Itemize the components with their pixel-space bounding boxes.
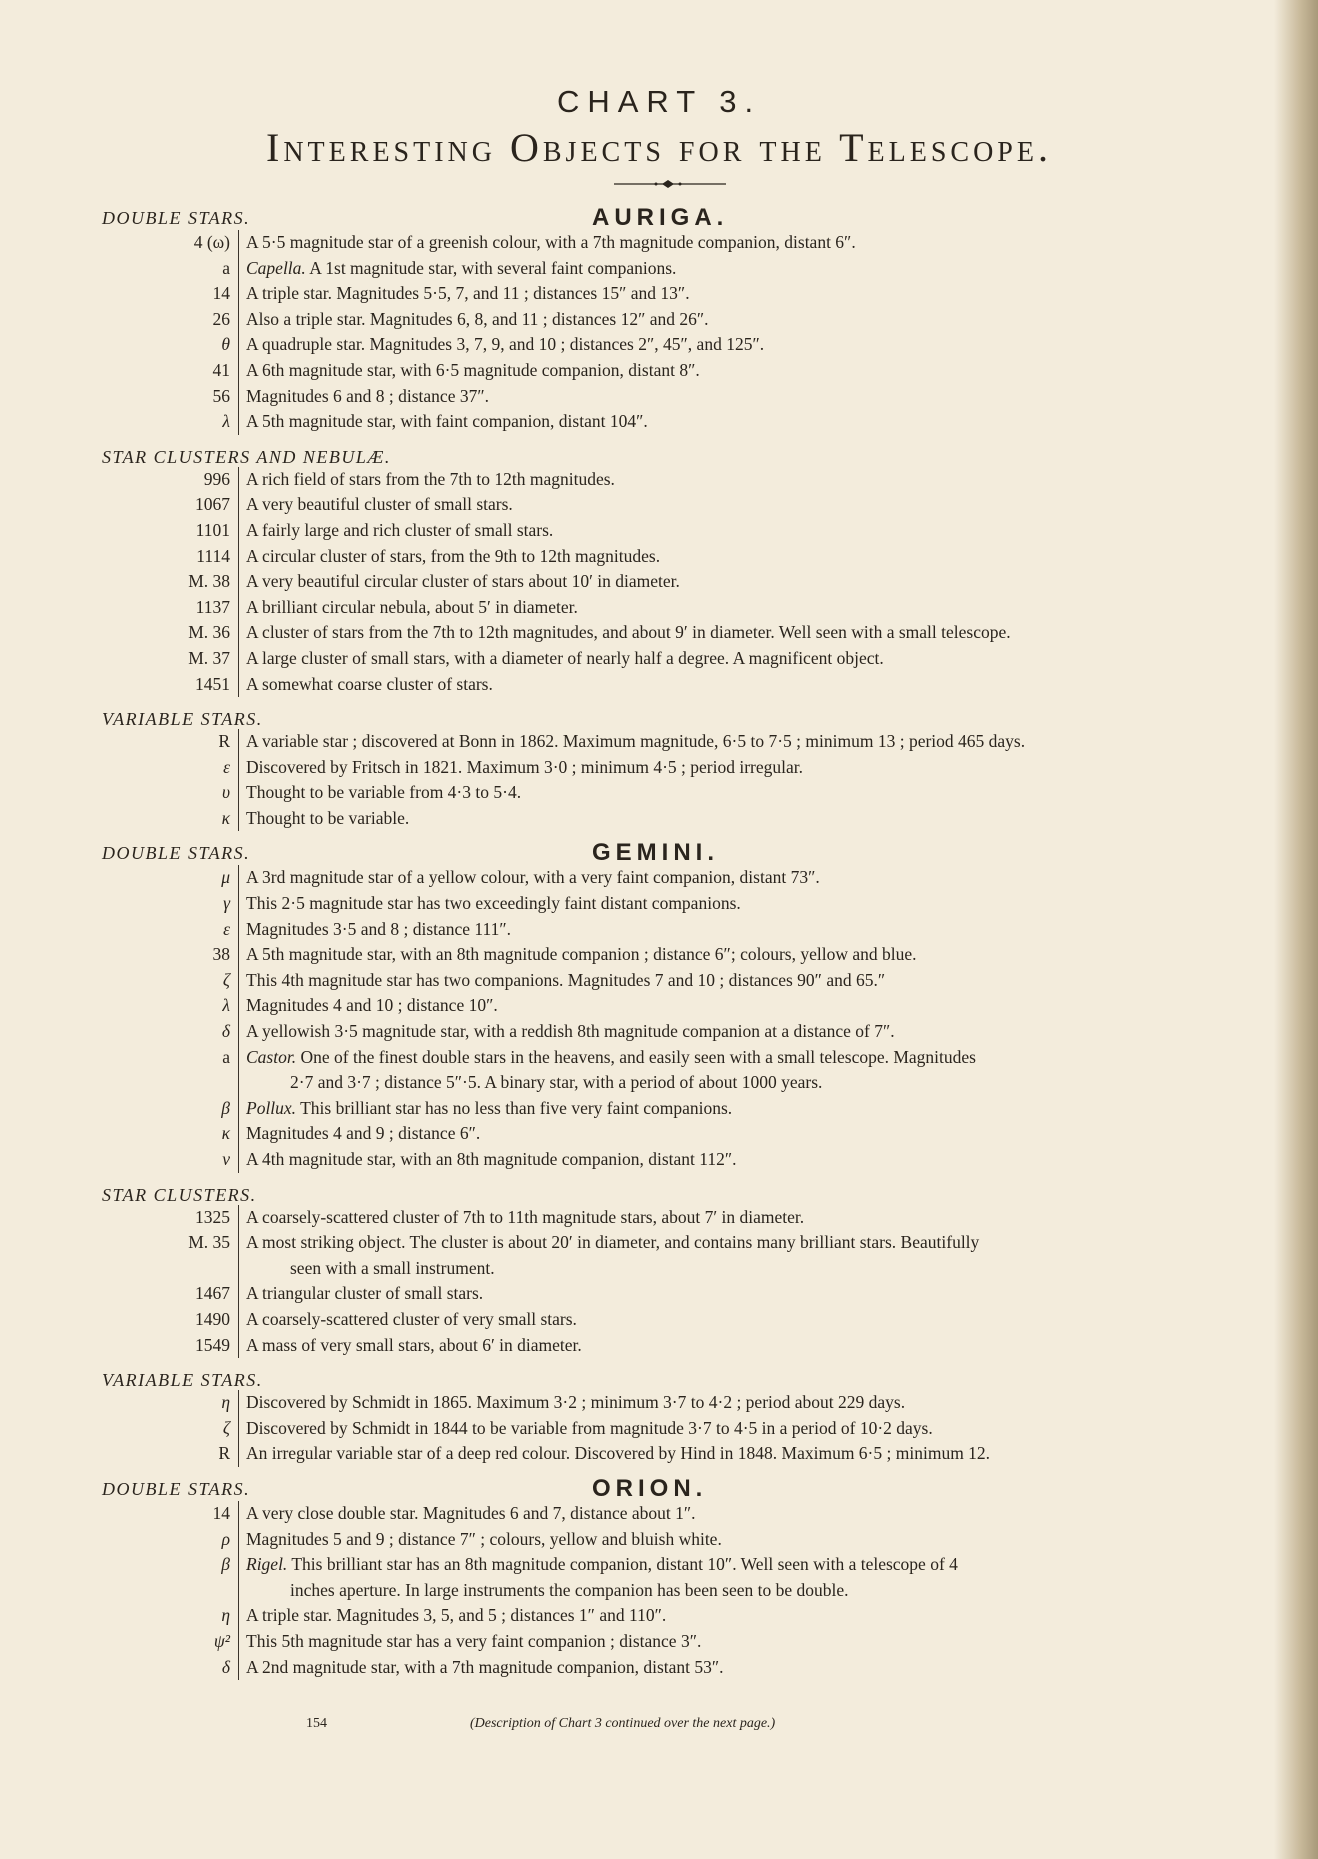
object-designation: η: [100, 1390, 239, 1416]
list-item: [100, 1629, 1250, 1655]
description-text: A circular cluster of stars, from the 9th to 12th magnitudes.: [246, 545, 661, 566]
object-designation: δ: [100, 1019, 239, 1045]
list-item: [100, 307, 1250, 333]
object-designation: γ: [100, 891, 239, 917]
object-description: [239, 230, 1246, 256]
object-description: [239, 1230, 1246, 1281]
star-name: Rigel.: [246, 1554, 288, 1575]
description-text: A fairly large and rich cluster of small stars.: [246, 519, 554, 540]
object-designation: 1114: [100, 544, 239, 570]
list-item: [100, 672, 1250, 698]
list-item: [100, 1390, 1250, 1416]
list-item: [100, 409, 1250, 435]
object-designation: 38: [100, 942, 239, 968]
category-heading: STAR CLUSTERS AND NEBULÆ.: [102, 446, 391, 467]
description-text: This brilliant star has no less than five very faint companions.: [296, 1097, 733, 1118]
entry-list: [100, 467, 1250, 697]
object-designation: θ: [100, 332, 239, 358]
list-item: [100, 1147, 1250, 1173]
object-designation: β: [100, 1096, 239, 1122]
constellation-name: ORION.: [592, 1474, 708, 1502]
section-head: [100, 1475, 1250, 1501]
object-description: [239, 968, 1246, 994]
object-description: [239, 1501, 1246, 1527]
category-heading: VARIABLE STARS.: [102, 709, 263, 730]
section-auriga-double: [100, 204, 1250, 435]
list-item: [100, 467, 1250, 493]
star-name: Castor.: [246, 1046, 297, 1067]
object-designation: ν: [100, 1147, 239, 1173]
object-description: [239, 1552, 1246, 1603]
object-designation: β: [100, 1552, 239, 1603]
list-item: [100, 1307, 1250, 1333]
description-text: Also a triple star. Magnitudes 6, 8, and 11 ; distances 12″ and 26″.: [246, 308, 709, 329]
entry-list: [100, 1390, 1250, 1467]
description-text: A coarsely-scattered cluster of 7th to 11th magnitude stars, about 7′ in diameter.: [246, 1206, 805, 1227]
section-head: [100, 705, 1250, 729]
description-continuation: inches aperture. In large instruments the companion has been seen to be double.: [290, 1579, 849, 1600]
object-designation: M. 37: [100, 646, 239, 672]
page-footer: [0, 1716, 1318, 1740]
object-description: [239, 1527, 1246, 1553]
description-text: A coarsely-scattered cluster of very small stars.: [246, 1308, 577, 1329]
list-item: [100, 384, 1250, 410]
list-item: [100, 1230, 1250, 1281]
list-item: [100, 1281, 1250, 1307]
description-text: One of the finest double stars in the heavens, and easily seen with a small telescope. Magnitudes: [296, 1046, 976, 1067]
entry-list: [100, 729, 1250, 831]
section-head: [100, 1181, 1250, 1205]
object-description: [239, 917, 1246, 943]
object-description: [239, 1441, 1246, 1467]
object-designation: ε: [100, 755, 239, 781]
object-description: [239, 646, 1246, 672]
description-text: Thought to be variable from 4·3 to 5·4.: [246, 782, 522, 803]
list-item: [100, 891, 1250, 917]
section-auriga-variable: [100, 705, 1250, 831]
content: [100, 204, 1250, 1680]
list-item: [100, 1552, 1250, 1603]
section-gemini-double: [100, 839, 1250, 1172]
list-item: [100, 332, 1250, 358]
description-text: A 2nd magnitude star, with a 7th magnitude companion, distant 53″.: [246, 1656, 724, 1677]
object-designation: 14: [100, 281, 239, 307]
list-item: [100, 917, 1250, 943]
object-description: [239, 891, 1246, 917]
object-designation: 56: [100, 384, 239, 410]
list-item: [100, 256, 1250, 282]
section-head: [100, 443, 1250, 467]
object-description: [239, 780, 1246, 806]
object-description: [239, 256, 1246, 282]
object-designation: M. 35: [100, 1230, 239, 1281]
list-item: [100, 780, 1250, 806]
category-heading: DOUBLE STARS.: [102, 1478, 251, 1499]
object-description: [239, 1603, 1246, 1629]
description-text: A 1st magnitude star, with several faint companions.: [305, 257, 677, 278]
list-item: [100, 569, 1250, 595]
entry-list: [100, 230, 1250, 435]
description-text: Discovered by Schmidt in 1844 to be variable from magnitude 3·7 to 4·5 in a period of 10·2 days.: [246, 1417, 933, 1438]
object-description: [239, 729, 1246, 755]
object-designation: λ: [100, 993, 239, 1019]
description-text: A most striking object. The cluster is about 20′ in diameter, and contains many brilliant stars. Beautifully: [246, 1232, 980, 1253]
list-item: [100, 1603, 1250, 1629]
list-item: [100, 230, 1250, 256]
description-text: A 3rd magnitude star of a yellow colour, with a very faint companion, distant 73″.: [246, 867, 820, 888]
object-description: [239, 1019, 1246, 1045]
object-designation: ψ²: [100, 1629, 239, 1655]
description-text: This 4th magnitude star has two companions. Magnitudes 7 and 10 ; distances 90″ and 65.″: [246, 969, 886, 990]
entry-list: [100, 1501, 1250, 1680]
object-designation: κ: [100, 1121, 239, 1147]
description-text: This 5th magnitude star has a very faint companion ; distance 3″.: [246, 1630, 702, 1651]
object-description: [239, 281, 1246, 307]
list-item: [100, 865, 1250, 891]
object-designation: ρ: [100, 1527, 239, 1553]
page-number: 154: [306, 1716, 327, 1731]
description-text: Magnitudes 5 and 9 ; distance 7″ ; colours, yellow and bluish white.: [246, 1528, 722, 1549]
list-item: [100, 518, 1250, 544]
list-item: [100, 544, 1250, 570]
object-description: [239, 1096, 1246, 1122]
description-text: Magnitudes 6 and 8 ; distance 37″.: [246, 385, 490, 406]
object-description: [239, 1307, 1246, 1333]
object-description: [239, 518, 1246, 544]
object-designation: 1549: [100, 1333, 239, 1359]
object-description: [239, 1281, 1246, 1307]
list-item: [100, 993, 1250, 1019]
object-description: [239, 1205, 1246, 1231]
object-description: [239, 1045, 1246, 1096]
description-text: A quadruple star. Magnitudes 3, 7, 9, and 10 ; distances 2″, 45″, and 125″.: [246, 334, 765, 355]
list-item: [100, 1527, 1250, 1553]
object-description: [239, 1121, 1246, 1147]
chart-number: CHART 3.: [556, 84, 762, 119]
object-description: [239, 409, 1246, 435]
description-text: An irregular variable star of a deep red colour. Discovered by Hind in 1848. Maximum 6·5 ; minimum 12.: [246, 1443, 991, 1464]
object-designation: κ: [100, 806, 239, 832]
list-item: [100, 1501, 1250, 1527]
object-description: [239, 1629, 1246, 1655]
description-text: A somewhat coarse cluster of stars.: [246, 673, 493, 694]
section-head: [100, 204, 1250, 230]
description-text: A brilliant circular nebula, about 5′ in diameter.: [246, 596, 578, 617]
list-item: [100, 942, 1250, 968]
page-title: Interesting Objects for the Telescope.: [266, 125, 1052, 170]
list-item: [100, 1205, 1250, 1231]
list-item: [100, 1655, 1250, 1681]
list-item: [100, 1416, 1250, 1442]
object-designation: 1451: [100, 672, 239, 698]
section-auriga-clusters: [100, 443, 1250, 697]
description-text: A very beautiful cluster of small stars.: [246, 494, 513, 515]
description-text: A 5th magnitude star, with an 8th magnitude companion ; distance 6″; colours, yellow and blue.: [246, 944, 917, 965]
list-item: [100, 1441, 1250, 1467]
object-description: [239, 358, 1246, 384]
object-description: [239, 806, 1246, 832]
description-text: Magnitudes 4 and 10 ; distance 10″.: [246, 995, 498, 1016]
object-designation: 1490: [100, 1307, 239, 1333]
object-description: [239, 620, 1246, 646]
description-text: This brilliant star has an 8th magnitude companion, distant 10″. Well seen with a telescope of 4: [287, 1554, 958, 1575]
list-item: [100, 1019, 1250, 1045]
object-description: [239, 544, 1246, 570]
description-text: Discovered by Fritsch in 1821. Maximum 3·0 ; minimum 4·5 ; period irregular.: [246, 756, 804, 777]
constellation-name: GEMINI.: [592, 839, 720, 867]
description-text: A triple star. Magnitudes 3, 5, and 5 ; distances 1″ and 110″.: [246, 1605, 667, 1626]
list-item: [100, 806, 1250, 832]
object-designation: 996: [100, 467, 239, 493]
object-designation: 26: [100, 307, 239, 333]
list-item: [100, 755, 1250, 781]
object-designation: M. 36: [100, 620, 239, 646]
entry-list: [100, 1205, 1250, 1359]
object-description: [239, 1655, 1246, 1681]
star-name: Pollux.: [246, 1097, 297, 1118]
section-gemini-variable: [100, 1366, 1250, 1467]
list-item: [100, 492, 1250, 518]
object-designation: 1137: [100, 595, 239, 621]
constellation-name: AURIGA.: [592, 204, 729, 231]
object-designation: 14: [100, 1501, 239, 1527]
description-text: A 5·5 magnitude star of a greenish colour, with a 7th magnitude companion, distant 6″.: [246, 232, 856, 252]
description-continuation: seen with a small instrument.: [290, 1257, 495, 1278]
object-description: [239, 307, 1246, 333]
object-designation: 1325: [100, 1205, 239, 1231]
description-text: A very beautiful circular cluster of stars about 10′ in diameter.: [246, 571, 680, 592]
object-designation: δ: [100, 1655, 239, 1681]
ornament-divider-icon: [610, 174, 730, 194]
entry-list: [100, 865, 1250, 1172]
object-designation: a: [100, 1045, 239, 1096]
section-orion-double: [100, 1475, 1250, 1680]
list-item: [100, 595, 1250, 621]
description-text: Discovered by Schmidt in 1865. Maximum 3·2 ; minimum 3·7 to 4·2 ; period about 229 days.: [246, 1392, 906, 1413]
object-designation: μ: [100, 865, 239, 891]
continuation-note: (Description of Chart 3 continued over the next page.): [470, 1716, 776, 1731]
description-text: A rich field of stars from the 7th to 12th magnitudes.: [246, 468, 615, 489]
description-text: A 5th magnitude star, with faint companion, distant 104″.: [246, 411, 648, 432]
object-designation: ζ: [100, 1416, 239, 1442]
object-description: [239, 672, 1246, 698]
list-item: [100, 358, 1250, 384]
object-designation: R: [100, 729, 239, 755]
object-designation: ζ: [100, 968, 239, 994]
object-designation: 1067: [100, 492, 239, 518]
list-item: [100, 646, 1250, 672]
object-description: [239, 993, 1246, 1019]
object-designation: 1101: [100, 518, 239, 544]
star-name: Capella.: [246, 257, 306, 278]
object-designation: υ: [100, 780, 239, 806]
list-item: [100, 1121, 1250, 1147]
category-heading: DOUBLE STARS.: [102, 843, 251, 864]
description-text: A triangular cluster of small stars.: [246, 1283, 484, 1304]
object-description: [239, 865, 1246, 891]
description-text: Magnitudes 3·5 and 8 ; distance 111″.: [246, 918, 512, 939]
category-heading: VARIABLE STARS.: [102, 1370, 263, 1391]
description-text: A cluster of stars from the 7th to 12th magnitudes, and about 9′ in diameter. Well seen with a small telescope.: [246, 622, 1011, 643]
list-item: [100, 1045, 1250, 1096]
section-head: [100, 1366, 1250, 1390]
description-text: A very close double star. Magnitudes 6 and 7, distance about 1″.: [246, 1502, 696, 1523]
object-description: [239, 467, 1246, 493]
object-description: [239, 1390, 1246, 1416]
description-text: Magnitudes 4 and 9 ; distance 6″.: [246, 1123, 481, 1144]
object-description: [239, 755, 1246, 781]
object-designation: 4 (ω): [100, 230, 239, 256]
description-text: A large cluster of small stars, with a diameter of nearly half a degree. A magnificent object.: [246, 647, 884, 668]
category-heading: STAR CLUSTERS.: [102, 1184, 257, 1205]
description-text: This 2·5 magnitude star has two exceedingly faint distant companions.: [246, 893, 741, 914]
description-text: A 6th magnitude star, with 6·5 magnitude companion, distant 8″.: [246, 359, 700, 380]
object-designation: R: [100, 1441, 239, 1467]
object-designation: 1467: [100, 1281, 239, 1307]
description-text: A triple star. Magnitudes 5·5, 7, and 11 ; distances 15″ and 13″.: [246, 283, 690, 304]
section-head: [100, 839, 1250, 865]
object-designation: ε: [100, 917, 239, 943]
object-description: [239, 569, 1246, 595]
list-item: [100, 968, 1250, 994]
list-item: [100, 729, 1250, 755]
object-description: [239, 332, 1246, 358]
list-item: [100, 1096, 1250, 1122]
page-edge-shadow: [1274, 0, 1318, 1859]
description-text: A yellowish 3·5 magnitude star, with a reddish 8th magnitude companion at a distance of 7″.: [246, 1021, 895, 1042]
object-description: [239, 1147, 1246, 1173]
object-description: [239, 384, 1246, 410]
description-text: A 4th magnitude star, with an 8th magnitude companion, distant 112″.: [246, 1149, 737, 1169]
object-description: [239, 1416, 1246, 1442]
object-designation: λ: [100, 409, 239, 435]
section-gemini-clusters: [100, 1181, 1250, 1359]
category-heading: DOUBLE STARS.: [102, 208, 251, 228]
object-description: [239, 1333, 1246, 1359]
list-item: [100, 281, 1250, 307]
list-item: [100, 1333, 1250, 1359]
description-continuation: 2·7 and 3·7 ; distance 5″·5. A binary star, with a period of about 1000 years.: [290, 1072, 823, 1093]
object-description: [239, 492, 1246, 518]
description-text: A variable star ; discovered at Bonn in 1862. Maximum magnitude, 6·5 to 7·5 ; minimum 13 ; period 465 days.: [246, 731, 1026, 752]
description-text: A mass of very small stars, about 6′ in diameter.: [246, 1334, 582, 1355]
object-description: [239, 595, 1246, 621]
object-description: [239, 942, 1246, 968]
object-designation: M. 38: [100, 569, 239, 595]
object-designation: η: [100, 1603, 239, 1629]
list-item: [100, 620, 1250, 646]
description-text: Thought to be variable.: [246, 807, 410, 828]
object-designation: a: [100, 256, 239, 282]
object-designation: 41: [100, 358, 239, 384]
